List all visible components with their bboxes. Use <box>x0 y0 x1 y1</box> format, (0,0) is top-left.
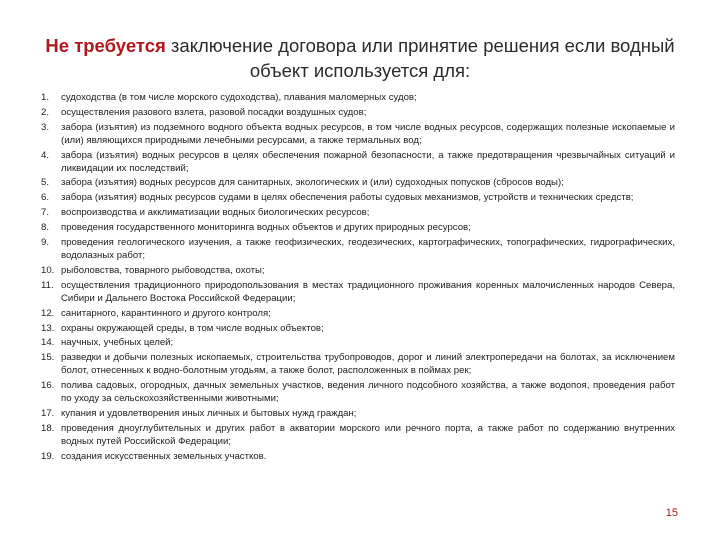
list-item-text: осуществления традиционного природопользования в местах традиционного проживания коренных малочисленных народов Севера, Сибири и Дальнего Востока Российской Федерации; <box>61 279 675 304</box>
list-item-text: забора (изъятия) водных ресурсов в целях обеспечения пожарной безопасности, а также предотвращения чрезвычайных ситуаций и ликвидации их последствий; <box>61 149 675 174</box>
list-item-text: проведения дноуглубительных и других работ в акватории морского или речного порта, а также работ по содержанию внутренних водных путей Российской Федерации; <box>61 422 675 447</box>
list-item-number: 16. <box>41 380 55 392</box>
list-item <box>41 265 675 278</box>
list-item-text: купания и удовлетворения иных личных и бытовых нужд граждан; <box>61 407 357 419</box>
list-item-text: судоходства (в том числе морского судоходства), плавания маломерных судов; <box>61 92 417 103</box>
list-item-number: 4. <box>41 149 50 161</box>
list-item-number: 8. <box>41 222 50 234</box>
numbered-list <box>41 92 675 466</box>
list-item <box>41 150 675 176</box>
title-text: заключение договора или принятие решения если водный объект используется для: <box>165 35 675 81</box>
list-item-number: 3. <box>41 121 50 133</box>
slide-title <box>40 33 680 83</box>
list-item-text: научных, учебных целей; <box>61 337 174 349</box>
list-item-number: 18. <box>41 422 55 434</box>
list-item-text: проведения геологического изучения, а также геофизических, геодезических, картографических, топографических, гидрографических, водолазных работ; <box>61 237 675 261</box>
title-emphasis: Не требуется <box>45 35 166 56</box>
list-item <box>41 107 675 120</box>
list-item <box>41 423 675 449</box>
list-item <box>41 192 675 205</box>
list-item-number: 1. <box>41 92 50 103</box>
list-item <box>41 380 675 406</box>
list-item <box>41 451 675 464</box>
list-item <box>41 222 675 235</box>
list-item <box>41 122 675 148</box>
list-item-text: рыболовства, товарного рыбоводства, охоты; <box>61 264 265 276</box>
list-item-number: 14. <box>41 337 55 349</box>
page-number: 15 <box>665 507 678 519</box>
list-item-number: 10. <box>41 264 55 276</box>
list-item-number: 2. <box>41 106 50 118</box>
list-item-number: 7. <box>41 207 50 219</box>
list-item <box>41 408 675 421</box>
list-item <box>41 323 675 336</box>
list-item-number: 11. <box>41 279 54 291</box>
list-item-number: 6. <box>41 192 50 204</box>
list-item-number: 19. <box>41 450 55 462</box>
list-item <box>41 207 675 220</box>
list-item <box>41 177 675 190</box>
list-item-text: забора (изъятия) водных ресурсов для санитарных, экологических и (или) судоходных попусков (сбросов воды); <box>61 177 564 189</box>
list-item-number: 12. <box>41 307 55 319</box>
list-item-number: 9. <box>41 237 50 249</box>
list-item-text: осуществления разового взлета, разовой посадки воздушных судов; <box>61 106 367 118</box>
list-item-text: воспроизводства и акклиматизации водных биологических ресурсов; <box>61 207 370 219</box>
list-item-text: охраны окружающей среды, в том числе водных объектов; <box>61 322 324 334</box>
list-item-text: санитарного, карантинного и другого контроля; <box>61 307 271 319</box>
list-item <box>41 308 675 321</box>
list-item-number: 17. <box>41 407 55 419</box>
list-item <box>41 92 675 105</box>
list-item-text: забора (изъятия) из подземного водного объекта водных ресурсов, в том числе водных ресурсов, содержащих полезные ископаемые и (или) являющихся природными лечебными ресурсами, а также термальных вод; <box>61 121 675 146</box>
list-item <box>41 280 675 306</box>
list-item <box>41 237 675 263</box>
list-item <box>41 352 675 378</box>
list-item-text: забора (изъятия) водных ресурсов судами в целях обеспечения работы судовых механизмов, устройств и технических средств; <box>61 192 634 204</box>
list-item-text: создания искусственных земельных участков. <box>61 450 267 462</box>
list-item-text: разведки и добычи полезных ископаемых, строительства трубопроводов, дорог и линий электропередачи на болотах, за исключением болот, отнесенных к водно-болотным угодьям, а также болот, расположенных в поймах рек; <box>61 352 675 377</box>
list-item-number: 13. <box>41 322 55 334</box>
list-item <box>41 337 675 350</box>
list-item-text: проведения государственного мониторинга водных объектов и других природных ресурсов; <box>61 222 471 234</box>
list-item-number: 15. <box>41 352 55 364</box>
list-item-text: полива садовых, огородных, дачных земельных участков, ведения личного подсобного хозяйства, а также водопоя, проведения работ по уходу за сельскохозяйственными животными; <box>61 380 675 405</box>
list-item-number: 5. <box>41 177 50 189</box>
